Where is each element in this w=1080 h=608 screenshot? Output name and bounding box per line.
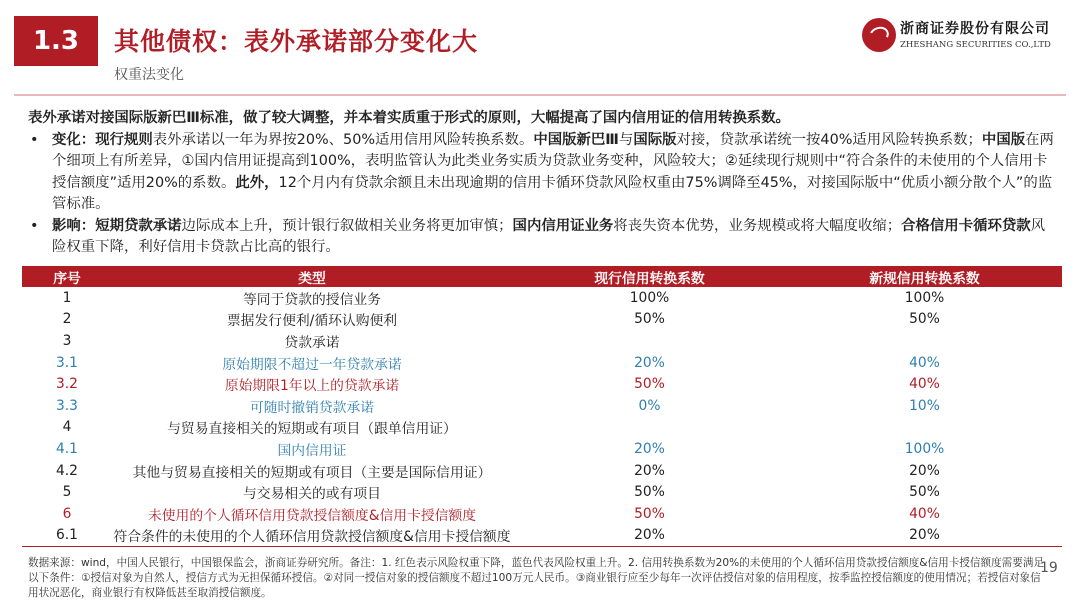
cn-new-label: 中国版新巴Ⅲ <box>533 131 619 148</box>
logo-name-en: ZHESHANG SECURITIES CO.,LTD <box>900 40 1051 50</box>
table-cell-current: 0% <box>638 397 661 414</box>
table-cell-current: 20% <box>634 462 665 479</box>
table-cell-type: 符合条件的未使用的个人循环信用贷款授信额度&信用卡授信额度 <box>112 525 512 547</box>
conversion-factor-table <box>22 266 1062 547</box>
bullet-icon: • <box>30 131 39 148</box>
table-cell-new: 20% <box>909 462 940 479</box>
table-cell-new: 40% <box>909 505 940 522</box>
impact-text-3: 风险权重下降，利好信用卡贷款占比高的银行。 <box>52 217 1046 255</box>
lead-paragraph: 表外承诺对接国际版新巴Ⅲ标准，做了较大调整，并本着实质重于形式的原则，大幅提高了国内信用证的信用转换系数。 <box>28 110 790 126</box>
page-title: 其他债权：表外承诺部分变化大 <box>114 27 479 56</box>
table-cell-new: 10% <box>909 397 940 414</box>
table-cell-new: 20% <box>787 525 1062 547</box>
table-cell-no: 2 <box>62 311 72 328</box>
change-text-1: 表外承诺以一年为界按20%、50%适用信用风险转换系数。 <box>152 131 534 148</box>
table-cell-no: 6.1 <box>22 525 112 547</box>
table-cell-no: 4.1 <box>56 440 78 457</box>
change-bullet <box>28 130 1058 216</box>
table-cell-type: 与交易相关的或有项目 <box>243 486 381 503</box>
table-cell-current: 20% <box>634 354 665 371</box>
page-number: 19 <box>1040 560 1058 576</box>
table-cell-no: 4 <box>62 419 72 436</box>
logo-name-cn: 浙商证券股份有限公司 <box>900 21 1050 37</box>
change-text-2: 对接，贷款承诺统一按40%适用风险转换系数； <box>676 131 982 148</box>
header-divider <box>14 94 1066 96</box>
change-label: 变化： <box>52 131 96 148</box>
change-text-4: 12个月内有贷款余额且未出现逾期的信用卡循环贷款风险权重由75%调降至45%，对接国际版中“优质小额分散个人”的监管标准。 <box>52 174 1053 212</box>
impact-text-2: 将丧失资本优势，业务规模或将大幅度收缩； <box>613 217 902 234</box>
change-with: 与 <box>618 131 634 148</box>
page-subtitle: 权重法变化 <box>114 67 184 83</box>
table-cell-type: 与贸易直接相关的短期或有项目（跟单信用证） <box>167 421 457 438</box>
table-cell-new: 100% <box>904 440 945 457</box>
table-cell-current: 20% <box>512 525 787 547</box>
table-cell-type: 原始期限1年以上的贷款承诺 <box>224 378 400 395</box>
table-cell-new: 40% <box>909 354 940 371</box>
table-cell-current: 50% <box>634 484 665 501</box>
section-badge: 1.3 <box>14 16 98 66</box>
table-row <box>22 503 1062 525</box>
table-cell-new: 40% <box>909 376 940 393</box>
table-cell-new: 50% <box>909 311 940 328</box>
header-new: 新规信用转换系数 <box>787 266 1062 287</box>
table-cell-type: 国内信用证 <box>277 442 347 459</box>
short-loan-label: 短期贷款承诺 <box>95 217 182 234</box>
table-row <box>22 481 1062 503</box>
table-cell-no: 5 <box>62 484 72 501</box>
cn-label: 中国版 <box>981 131 1026 148</box>
table-cell-new <box>787 330 1062 352</box>
table-row <box>22 330 1062 352</box>
table-cell-no: 3.3 <box>56 397 78 414</box>
table-cell-type: 原始期限不超过一年贷款承诺 <box>222 356 402 373</box>
logo-mark-icon <box>862 18 896 52</box>
table-cell-no: 3.2 <box>56 376 78 393</box>
table-cell-current <box>512 330 787 352</box>
table-cell-no: 6 <box>62 505 72 522</box>
table-cell-current: 50% <box>634 376 665 393</box>
table-cell-current <box>512 417 787 439</box>
impact-text-1: 边际成本上升，预计银行叙做相关业务将更加审慎； <box>181 217 513 234</box>
table-cell-no: 3.1 <box>56 354 78 371</box>
table-cell-current: 20% <box>634 440 665 457</box>
bullet-icon: • <box>30 217 39 234</box>
impact-bullet <box>28 216 1058 259</box>
table-cell-new: 100% <box>904 289 945 306</box>
table-row <box>22 309 1062 331</box>
body-text <box>28 108 1058 259</box>
table-cell-new: 50% <box>909 484 940 501</box>
card-loan-label: 合格信用卡循环贷款 <box>901 217 1031 234</box>
table-cell-current: 50% <box>634 311 665 328</box>
table-cell-current: 50% <box>634 505 665 522</box>
table-row <box>22 460 1062 482</box>
table-cell-type: 未使用的个人循环信用贷款授信额度&信用卡授信额度 <box>147 507 477 524</box>
current-rule-label: 现行规则 <box>95 131 153 148</box>
table-row <box>22 525 1062 547</box>
table-cell-new <box>787 417 1062 439</box>
impact-label: 影响： <box>52 217 96 234</box>
table-cell-type: 贷款承诺 <box>284 334 340 351</box>
table-cell-no: 1 <box>62 289 72 306</box>
table-cell-type: 等同于贷款的授信业务 <box>243 291 381 308</box>
table-row <box>22 287 1062 309</box>
domestic-lc-label: 国内信用证业务 <box>512 217 614 234</box>
header-type: 类型 <box>112 266 512 287</box>
besides-label: 此外， <box>235 174 279 191</box>
table-cell-no: 4.2 <box>56 462 78 479</box>
table-row <box>22 395 1062 417</box>
table-cell-type: 票据发行便利/循环认购便利 <box>226 313 398 330</box>
company-logo <box>862 16 1062 56</box>
table-row <box>22 417 1062 439</box>
table-header-row <box>22 266 1062 287</box>
table-row <box>22 352 1062 374</box>
footnote: 数据来源：wind，中国人民银行，中国银保监会，浙商证券研究所。备注：1. 红色表示风险权重下降，蓝色代表风险权重上升。2. 信用转换系数为20%的未使用的个人循环信用贷款授信额度&信用卡授信额度需要满足以下条件：①授信对象为自然人，授信方式为无担保循环授信。②对同一授信对象的授信额度不超过100万元人民币。③商业银行应至少每年一次评估授信对象的信用程度，按季监控授信额度的使用情况；若授信对象信用状况恶化，商业银行有权降低甚至取消授信额度。 <box>28 557 1045 599</box>
change-text-3: 在两个细项上有所差异，①国内信用证提高到100%，表明监管认为此类业务实质为贷款业务变种，风险较大；②延续现行规则中“符合条件的未使用的个人信用卡授信额度”适用20%的系数。 <box>52 131 1054 191</box>
table-row <box>22 438 1062 460</box>
table-cell-type: 其他与贸易直接相关的短期或有项目（主要是国际信用证） <box>132 464 492 481</box>
table-cell-type: 可随时撤销贷款承诺 <box>249 399 375 416</box>
intl-label: 国际版 <box>633 131 677 148</box>
header-no: 序号 <box>22 266 112 287</box>
header-current: 现行信用转换系数 <box>512 266 787 287</box>
table-cell-current: 100% <box>629 289 670 306</box>
table-row <box>22 373 1062 395</box>
table-cell-no: 3 <box>62 332 72 349</box>
